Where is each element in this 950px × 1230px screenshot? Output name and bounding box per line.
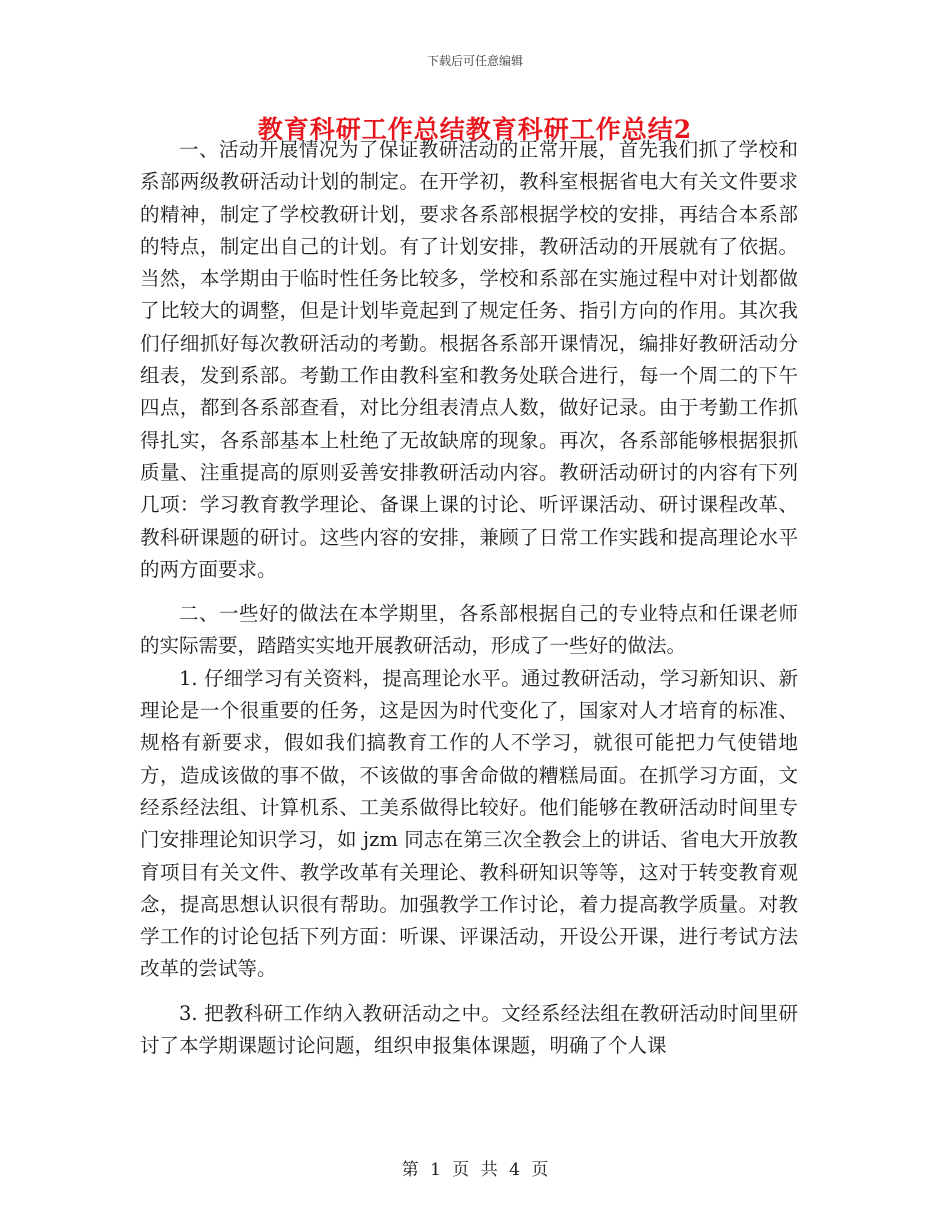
paragraph-activity-overview: 一、活动开展情况为了保证教研活动的正常开展，首先我们抓了学校和系部两级教研活动计划的制定。在开学初，教科室根据省电大有关文件要求的精神，制定了学校教研计划，要求各系部根据学校的安排，再结合本系部的特点，制定出自己的计划。有了计划安排，教研活动的开展就有了依据。当然，本学期由于临时性任务比较多，学校和系部在实施过程中对计划都做了比较大的调整，但是计划毕竟起到了规定任务、指引方向的作用。其次我们仔细抓好每次教研活动的考勤。根据各系部开课情况，编排好教研活动分组表，发到系部。考勤工作由教科室和教务处联合进行，每一个周二的下午四点，都到各系部查看，对比分组表清点人数，做好记录。由于考勤工作抓得扎实，各系部基本上杜绝了无故缺席的现象。再次，各系部能够根据狠抓质量、注重提高的原则妥善安排教研活动内容。教研活动研讨的内容有下列几项：学习教育教学理论、备课上课的讨论、听评课活动、研讨课程改革、教科研课题的研讨。这些内容的安排，兼顾了日常工作实践和提高理论水平的两方面要求。 [140, 138, 798, 581]
page-header: 下载后可任意编辑 [426, 54, 523, 68]
paragraph-study-theory: 1. 仔细学习有关资料，提高理论水平。通过教研活动，学习新知识、新理论是一个很重要的任务，这是因为时代变化了，国家对人才培育的标准、规格有新要求，假如我们搞教育工作的人不学习，就很可能把力气使错地方，造成该做的事不做，不该做的事舍命做的糟糕局面。在抓学习方面，文经系经法组、计算机系、工美系做得比较好。他们能够在教研活动时间里专门安排理论知识学习，如 jzm 同志在第三次全教会上的讲话、省电大开放教育项目有关文件、教学改革有关理论、教科研知识等等，这对于转变教育观念，提高思想认识很有帮助。加强教学工作讨论，着力提高教学质量。对教学工作的讨论包括下列方面：听课、评课活动，开设公开课，进行考试方法改革的尝试等。 [140, 666, 798, 981]
document-title: 教育科研工作总结教育科研工作总结2 [257, 115, 693, 144]
paragraph-good-practices: 二、一些好的做法在本学期里，各系部根据自己的专业特点和任课老师的实际需要，踏踏实实地开展教研活动，形成了一些好的做法。 [140, 602, 798, 658]
paragraph-research-integration: 3. 把教科研工作纳入教研活动之中。文经系经法组在教研活动时间里研讨了本学期课题讨论问题，组织申报集体课题，明确了个人课 [140, 1001, 798, 1058]
page-number-footer: 第 1 页 共 4 页 [401, 1160, 549, 1180]
document-body [140, 134, 798, 1062]
